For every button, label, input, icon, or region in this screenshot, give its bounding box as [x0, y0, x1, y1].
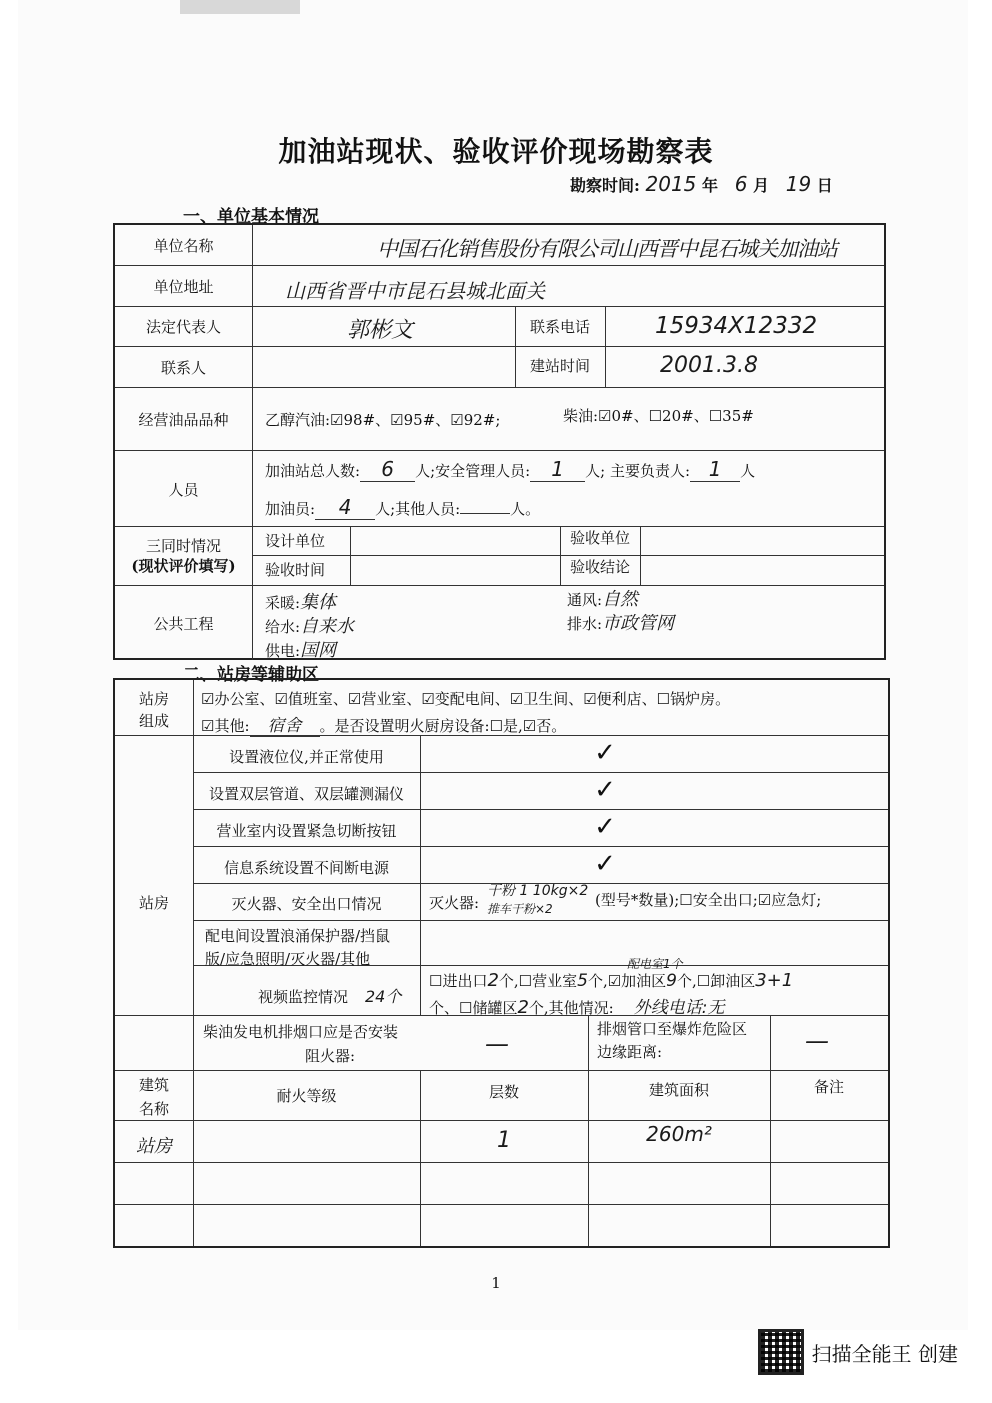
distribution-label: 配电间设置浪涌保护器/挡鼠 — [205, 927, 391, 945]
building-row-1-area: 260m² — [646, 1122, 712, 1146]
auxiliary-area-table — [113, 678, 890, 1248]
total-staff-label: 加油站总人数: — [265, 462, 361, 480]
scan-margin-mark — [180, 0, 300, 14]
heating-value: 集体 — [300, 592, 337, 613]
video-line-1 — [429, 970, 793, 991]
date-month: 6 — [734, 172, 748, 196]
composition-line-1: ☑办公室、☑值班室、☑营业室、☑变配电间、☑卫生间、☑便利店、☐锅炉房。 — [201, 690, 731, 708]
distribution-sublabel: 版/应急照明/灭火器/其他 — [205, 950, 371, 968]
composition-label: 站房 — [138, 690, 169, 708]
unit-name-value: 中国石化销售股份有限公司山西晋中昆石城关加油站 — [377, 237, 837, 261]
video-office-value: 5 — [577, 971, 588, 991]
exhaust-value: — — [805, 1027, 829, 1055]
exhaust-label: 排烟管口至爆炸危险区 — [597, 1020, 748, 1038]
three-same-label: 三同时情况 — [145, 537, 221, 555]
building-name-subheader: 名称 — [138, 1100, 169, 1118]
section1-heading: 一、单位基本情况 — [183, 207, 319, 227]
other-staff-value — [460, 513, 510, 514]
generator-sublabel: 阻火器: — [305, 1047, 356, 1065]
station-label: 站房 — [138, 894, 169, 912]
gasoline-options: 乙醇汽油:☑98#、☑95#、☑92#; — [265, 411, 501, 429]
safety-mgr-value: 1 — [530, 457, 585, 482]
composition-kitchen-question: 。是否设置明火厨房设备:☐是,☑否。 — [319, 717, 567, 735]
extinguisher-label: 灭火器、安全出口情况 — [231, 895, 382, 913]
public-works-label: 公共工程 — [153, 615, 214, 633]
power-value: 国网 — [300, 640, 337, 661]
extinguisher-suffix: (型号*数量);☐安全出口;☑应急灯; — [595, 891, 822, 909]
composition-line-2 — [201, 711, 566, 737]
heating-row — [265, 588, 336, 614]
accept-time-label: 验收时间 — [265, 561, 326, 579]
video-office-note: 配电室1个 — [627, 957, 683, 971]
unit-name-label: 单位名称 — [153, 237, 214, 255]
item-ups-check: ✓ — [594, 849, 616, 879]
water-row — [265, 612, 354, 638]
remarks-header: 备注 — [813, 1078, 844, 1096]
composition-sublabel: 组成 — [138, 712, 169, 730]
document-title: 加油站现状、验收评价现场勘察表 — [278, 135, 714, 168]
accept-unit-label: 验收单位 — [570, 529, 631, 547]
month-unit: 月 — [753, 176, 770, 195]
video-unload-value: 3+1 — [755, 970, 794, 991]
page-number: 1 — [491, 1274, 501, 1292]
video-label: 视频监控情况 — [258, 988, 349, 1006]
main-resp-value: 1 — [690, 457, 740, 482]
three-same-sublabel: (现状评价填写) — [131, 557, 236, 575]
scanner-credit: 扫描全能王 创建 — [811, 1341, 958, 1366]
item-double-pipe-check: ✓ — [594, 775, 616, 805]
item-level-gauge-check: ✓ — [594, 738, 616, 768]
address-label: 单位地址 — [153, 278, 214, 296]
extinguisher-value-1: 干粉 1 10kg×2 — [487, 883, 589, 899]
phone-label: 联系电话 — [529, 318, 590, 336]
oil-type-label: 经营油品品种 — [138, 411, 229, 429]
item-emergency-button-label: 营业室内设置紧急切断按钮 — [216, 822, 397, 840]
date-year: 2015 — [645, 172, 697, 196]
section2-heading: 二、站房等辅助区 — [183, 665, 319, 685]
generator-value: — — [485, 1030, 509, 1058]
contact-label: 联系人 — [160, 359, 206, 377]
ventilation-value: 自然 — [602, 589, 639, 610]
day-unit: 日 — [816, 176, 833, 195]
build-time-value: 2001.3.8 — [660, 353, 758, 378]
extinguisher-value-2: 推车干粉×2 — [487, 902, 553, 916]
video-tank-value: 2 — [517, 997, 529, 1018]
attendant-label: 加油员: — [265, 500, 316, 518]
building-name-header: 建筑 — [138, 1076, 169, 1094]
building-row-1-floors: 1 — [497, 1128, 511, 1153]
item-double-pipe-label: 设置双层管道、双层罐测漏仪 — [208, 785, 404, 803]
staff-line-2 — [265, 495, 540, 520]
design-unit-label: 设计单位 — [265, 532, 326, 550]
composition-other-label: ☑其他: — [201, 717, 250, 735]
video-hours: 24个 — [365, 987, 402, 1006]
generator-label: 柴油发电机排烟口应是否安装 — [203, 1023, 399, 1041]
video-office-label: 个,☐营业室 — [498, 972, 578, 990]
video-fuel-label: 个,☑加油区 — [587, 972, 667, 990]
scanner-watermark — [758, 1329, 958, 1375]
accept-result-label: 验收结论 — [570, 558, 631, 576]
exhaust-sublabel: 边缘距离: — [597, 1043, 663, 1061]
attendant-value: 4 — [315, 495, 375, 520]
item-emergency-button-check: ✓ — [594, 812, 616, 842]
water-label: 给水: — [265, 618, 301, 636]
building-row-1-name: 站房 — [136, 1136, 172, 1157]
fire-rating-header: 耐火等级 — [276, 1087, 337, 1105]
power-label: 供电: — [265, 642, 301, 660]
extinguisher-prefix: 灭火器: — [429, 894, 480, 912]
video-exit-label: ☐进出口 — [429, 972, 488, 990]
video-tank-label: 个、☐储罐区 — [429, 999, 518, 1017]
legal-rep-value: 郭彬文 — [347, 318, 414, 343]
floors-header: 层数 — [488, 1083, 519, 1101]
qr-code-icon — [758, 1329, 804, 1375]
total-staff-value: 6 — [360, 457, 415, 482]
item-ups-label: 信息系统设置不间断电源 — [223, 859, 389, 877]
power-row — [265, 636, 336, 662]
person-unit: 人 — [740, 462, 756, 480]
survey-date — [570, 172, 833, 196]
safety-mgr-label: 人;安全管理人员: — [415, 462, 531, 480]
staff-label: 人员 — [168, 481, 199, 499]
video-fuel-value: 9 — [666, 971, 677, 991]
year-unit: 年 — [701, 176, 718, 195]
water-value: 自来水 — [300, 616, 355, 637]
main-resp-label: 人; 主要负责人: — [585, 462, 691, 480]
staff-line-1 — [265, 457, 755, 482]
other-staff-unit: 人。 — [510, 500, 541, 518]
date-day: 19 — [785, 172, 812, 196]
address-value: 山西省晋中市昆石县城北面关 — [285, 279, 545, 303]
area-header: 建筑面积 — [648, 1081, 709, 1099]
diesel-options: 柴油:☑0#、☐20#、☐35# — [563, 407, 754, 425]
basic-info-table — [113, 223, 886, 660]
drain-value: 市政管网 — [602, 613, 675, 634]
video-exit-value: 2 — [487, 970, 499, 991]
date-label: 勘察时间: — [570, 176, 640, 195]
build-time-label: 建站时间 — [529, 357, 590, 375]
video-line-2 — [429, 993, 724, 1018]
item-level-gauge-label: 设置液位仪,并正常使用 — [229, 748, 384, 766]
video-other-label: 个,其他情况: — [528, 999, 614, 1017]
legal-rep-label: 法定代表人 — [145, 318, 221, 336]
drain-label: 排水: — [567, 615, 603, 633]
heating-label: 采暖: — [265, 594, 301, 612]
ventilation-label: 通风: — [567, 591, 603, 609]
video-other-value: 外线电话:无 — [633, 998, 725, 1018]
phone-value: 15934X12332 — [655, 313, 818, 339]
video-unload-label: 个,☐卸油区 — [677, 972, 756, 990]
drain-row — [567, 609, 674, 635]
other-staff-label: 人;其他人员: — [375, 500, 461, 518]
ventilation-row — [567, 585, 638, 611]
composition-other-value: 宿舍 — [250, 711, 320, 737]
